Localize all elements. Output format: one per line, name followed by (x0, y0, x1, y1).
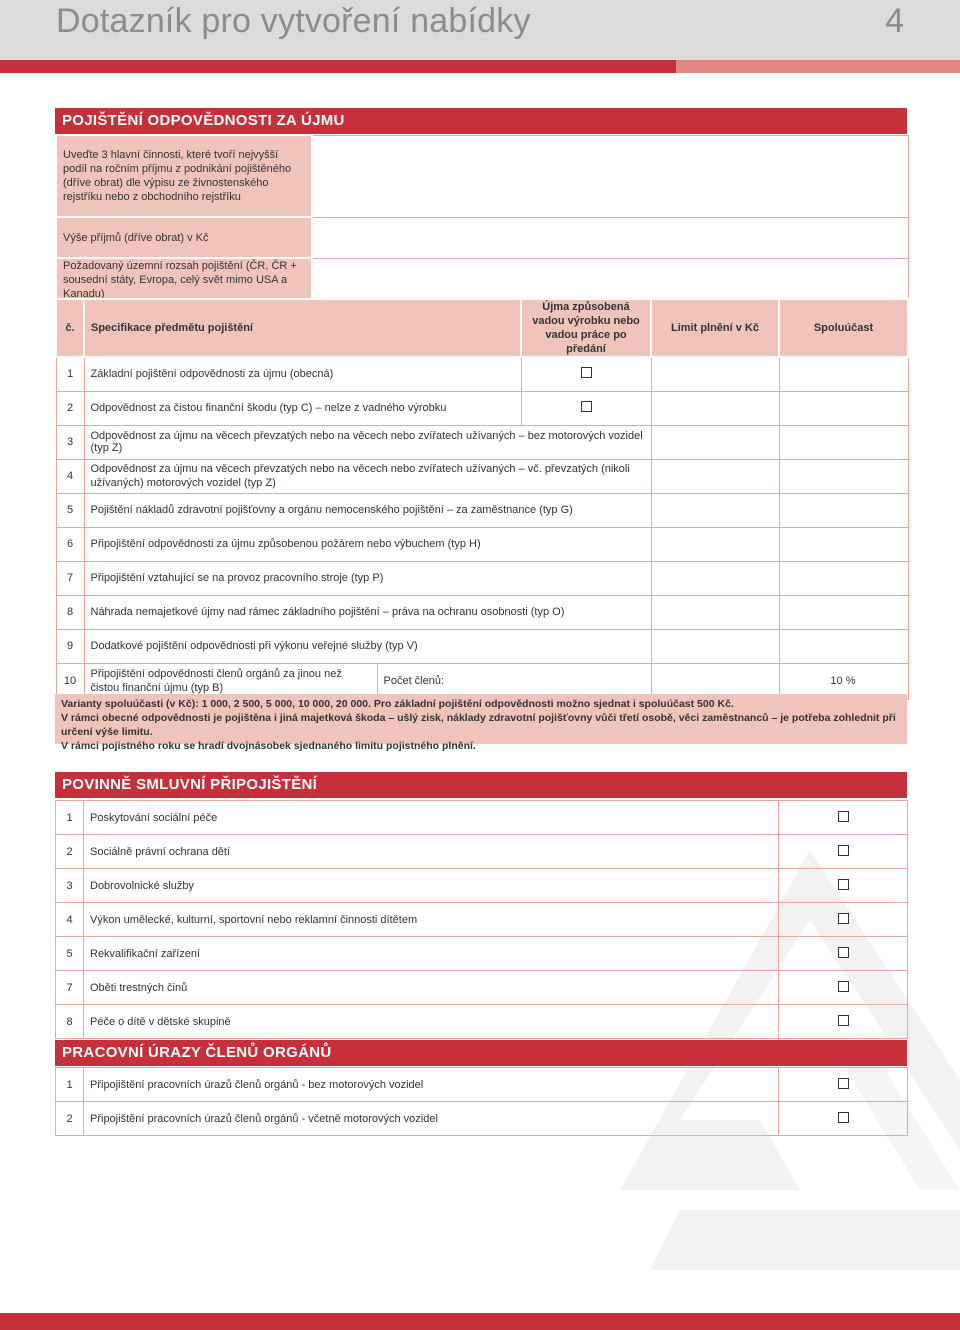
row-number: 8 (56, 1005, 84, 1039)
question-activities: Uveďte 3 hlavní činnosti, které tvoří nejvyšší podíl na ročním příjmu z podnikání pojištěného (dříve obrat) dle výpisu ze živnostenského rejstříku nebo z obchodního rejstříku (56, 135, 312, 217)
row-label: Poskytování sociální péče (84, 801, 779, 835)
row-label: Dodatkové pojištění odpovědnosti při výkonu veřejné služby (typ V) (84, 629, 651, 663)
mandatory-checkbox[interactable] (838, 845, 849, 856)
deductible-input[interactable] (779, 595, 908, 629)
row-number: 10 (56, 663, 84, 699)
accidents-table (55, 1067, 908, 1136)
deductible-input[interactable] (779, 459, 908, 493)
row-label: Oběti trestných činů (84, 971, 779, 1005)
row-label: Připojištění pracovních úrazů členů orgánů - včetně motorových vozidel (84, 1102, 779, 1136)
liability-coverage-table (55, 298, 909, 700)
limit-input[interactable] (651, 357, 779, 391)
row-number: 5 (56, 493, 84, 527)
limit-input[interactable] (651, 459, 779, 493)
deductible-input[interactable] (779, 527, 908, 561)
row-label: Základní pojištění odpovědnosti za újmu (obecná) (84, 357, 521, 391)
liability-questions-table (55, 134, 909, 303)
row-number: 1 (56, 1068, 84, 1102)
row-label: Připojištění pracovních úrazů členů orgánů - bez motorových vozidel (84, 1068, 779, 1102)
limit-input[interactable] (651, 425, 779, 459)
row-number: 8 (56, 595, 84, 629)
mandatory-checkbox[interactable] (838, 1015, 849, 1026)
row-number: 4 (56, 903, 84, 937)
row-label: Výkon umělecké, kulturní, sportovní nebo reklamní činnosti dítětem (84, 903, 779, 937)
mandatory-section-title: POVINNĚ SMLUVNÍ PŘIPOJIŠTĚNÍ (55, 772, 907, 798)
row-number: 1 (56, 801, 84, 835)
row-label: Sociálně právní ochrana dětí (84, 835, 779, 869)
row-number: 4 (56, 459, 84, 493)
members-count-field[interactable] (377, 664, 651, 698)
limit-input[interactable] (651, 595, 779, 629)
row-number: 1 (56, 357, 84, 391)
row-number: 6 (56, 527, 84, 561)
row-label: Odpovědnost za čistou finanční škodu (typ C) – nelze z vadného výrobku (84, 391, 521, 425)
deductible-input[interactable] (779, 561, 908, 595)
mandatory-checkbox[interactable] (838, 811, 849, 822)
row-number: 7 (56, 971, 84, 1005)
row-number: 3 (56, 425, 84, 459)
col-header-limit: Limit plnění v Kč (651, 299, 779, 357)
liability-notes (55, 694, 907, 752)
damage-checkbox[interactable] (581, 401, 592, 412)
question-income: Výše příjmů (dříve obrat) v Kč (56, 217, 312, 258)
liability-section-title: POJIŠTĚNÍ ODPOVĚDNOSTI ZA ÚJMU (55, 108, 907, 134)
page-number: 4 (885, 2, 904, 40)
accidents-section-title: PRACOVNÍ ÚRAZY ČLENŮ ORGÁNŮ (55, 1040, 907, 1066)
row-label: Odpovědnost za újmu na věcech převzatých nebo na věcech nebo zvířatech užívaných – bez motorových vozidel (typ Z) (84, 425, 651, 459)
row-number: 2 (56, 835, 84, 869)
limit-input[interactable] (651, 527, 779, 561)
row-label: Náhrada nemajetkové újmy nad rámec základního pojištění – práva na ochranu osobnosti (typ O) (84, 595, 651, 629)
mandatory-checkbox[interactable] (838, 913, 849, 924)
mandatory-table (55, 800, 908, 1039)
note-line: V rámci obecné odpovědnosti je pojištěna i jiná majetková škoda – ušlý zisk, náklady zdravotní pojišťovny vůči třetí osobě, věci zaměstnanců – je potřeba zohlednit při určení výše limitu. (61, 712, 896, 738)
row-label: Odpovědnost za újmu na věcech převzatých nebo na věcech nebo zvířatech užívaných – vč. převzatých (nikoli užívaných) motorových vozidel (typ Z) (84, 459, 651, 493)
row-label: Péče o dítě v dětské skupině (84, 1005, 779, 1039)
row-label: Připojištění odpovědnosti členů orgánů za jinou než čistou finanční újmu (typ B) (90, 668, 342, 694)
row-number: 2 (56, 1102, 84, 1136)
row-label: Dobrovolnické služby (84, 869, 779, 903)
deductible-input[interactable] (779, 493, 908, 527)
limit-input[interactable] (651, 629, 779, 663)
accidents-checkbox[interactable] (838, 1112, 849, 1123)
row-label: Rekvalifikační zařízení (84, 937, 779, 971)
accidents-checkbox[interactable] (838, 1078, 849, 1089)
deductible-value: 10 % (779, 663, 908, 699)
income-input[interactable] (312, 217, 908, 258)
damage-checkbox[interactable] (581, 367, 592, 378)
note-line: Varianty spoluúčasti (v Kč): 1 000, 2 500, 5 000, 10 000, 20 000. Pro základní pojištění odpovědnosti možno sjednat i spoluúčast 500 Kč. (61, 698, 734, 710)
page-header (0, 0, 960, 60)
row-number: 2 (56, 391, 84, 425)
row-number: 5 (56, 937, 84, 971)
limit-input[interactable] (651, 391, 779, 425)
limit-input[interactable] (651, 561, 779, 595)
row-label: Pojištění nákladů zdravotní pojišťovny a orgánu nemocenského pojištění – za zaměstnance (typ G) (84, 493, 651, 527)
activities-input[interactable] (312, 135, 908, 217)
deductible-input[interactable] (779, 357, 908, 391)
col-header-deductible: Spoluúčast (779, 299, 908, 357)
col-header-damage: Újma způsobená vadou výrobku nebo vadou práce po předání (521, 299, 651, 357)
deductible-input[interactable] (779, 629, 908, 663)
row-number: 9 (56, 629, 84, 663)
deductible-input[interactable] (779, 425, 908, 459)
territory-input[interactable] (312, 258, 908, 302)
row-number: 7 (56, 561, 84, 595)
mandatory-checkbox[interactable] (838, 981, 849, 992)
row-label: Připojištění odpovědnosti za újmu způsobenou požárem nebo výbuchem (typ H) (84, 527, 651, 561)
row-number: 3 (56, 869, 84, 903)
footer-bar (0, 1313, 960, 1330)
limit-input[interactable] (651, 493, 779, 527)
note-line: V rámci pojistného roku se hradí dvojnásobek sjednaného limitu pojistného plnění. (61, 740, 476, 752)
col-header-num: č. (56, 299, 84, 357)
mandatory-checkbox[interactable] (838, 947, 849, 958)
accent-bar (0, 60, 676, 73)
accent-bar-light (676, 60, 960, 73)
mandatory-checkbox[interactable] (838, 879, 849, 890)
col-header-spec: Specifikace předmětu pojištění (84, 299, 521, 357)
deductible-input[interactable] (779, 391, 908, 425)
members-count-label: Počet členů: (383, 675, 445, 687)
row-label: Připojištění vztahující se na provoz pracovního stroje (typ P) (84, 561, 651, 595)
question-territory: Požadovaný územní rozsah pojištění (ČR, ČR + sousední státy, Evropa, celý svět mimo USA a Kanadu) (56, 258, 312, 302)
page-title: Dotazník pro vytvoření nabídky (56, 2, 531, 40)
